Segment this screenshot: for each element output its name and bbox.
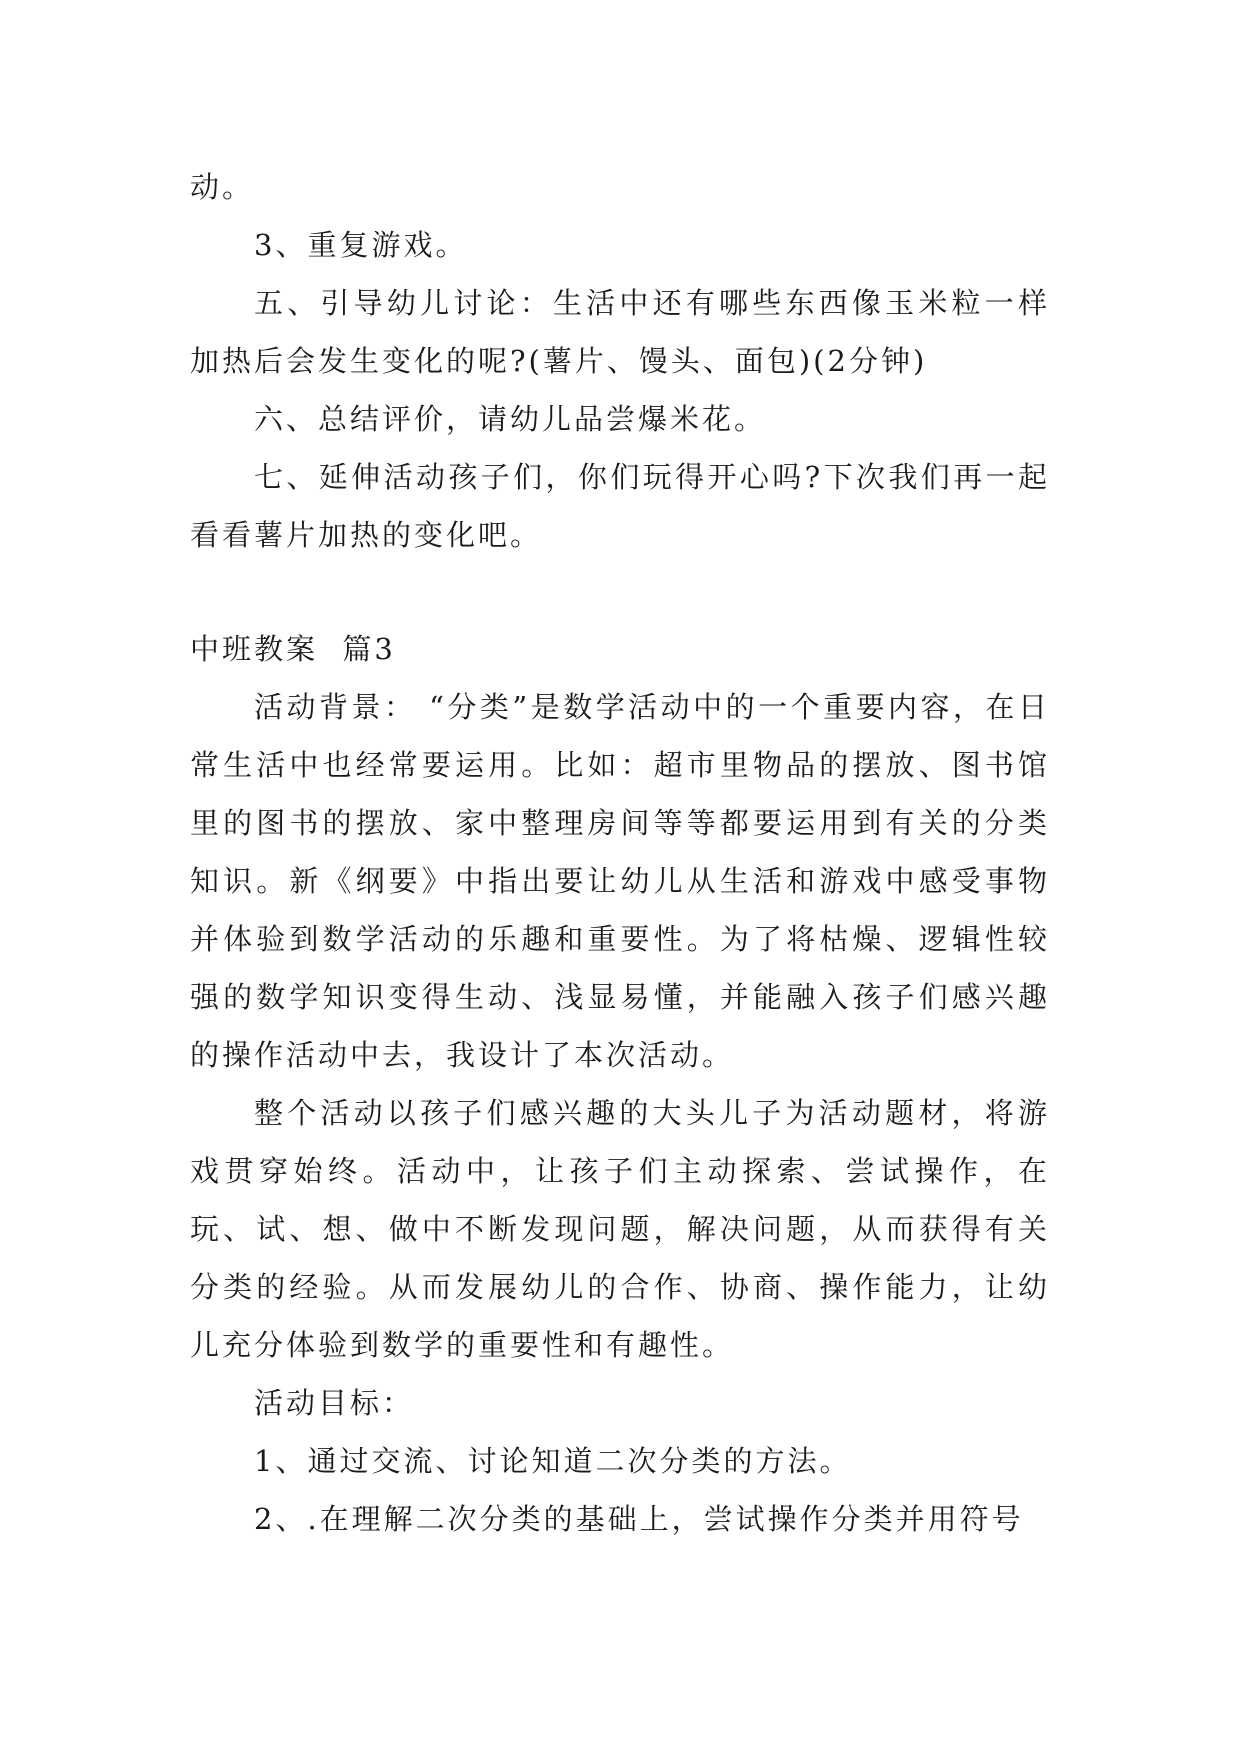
paragraph-step-3: 3、重复游戏。	[254, 228, 468, 262]
paragraph-activity-overview: 整个活动以孩子们感兴趣的大头儿子为活动题材，将游戏贯穿始终。活动中，让孩子们主动探索、尝试操作，在玩、试、想、做中不断发现问题，解决问题，从而获得有关分类的经验。从而发展幼儿的合作、协商、操作能力，让幼儿充分体验到数学的重要性和有趣性。	[190, 1096, 1050, 1362]
section-1	[190, 158, 1050, 564]
paragraph-summary: 六、总结评价，请幼儿品尝爆米花。	[254, 402, 767, 436]
paragraph-goal-1: 1、通过交流、讨论知道二次分类的方法。	[254, 1444, 852, 1478]
paragraph-goals-label: 活动目标：	[254, 1386, 415, 1420]
paragraph-goal-2: 2、.在理解二次分类的基础上，尝试操作分类并用符号	[254, 1502, 1024, 1536]
section-heading: 中班教案 篇3	[190, 632, 396, 666]
section-2	[190, 620, 1050, 1548]
paragraph-discussion: 五、引导幼儿讨论：生活中还有哪些东西像玉米粒一样加热后会发生变化的呢?(薯片、馒头、面包)(2分钟)	[190, 286, 1050, 378]
paragraph-continuation: 动。	[190, 170, 255, 204]
paragraph-background: 活动背景： “分类”是数学活动中的一个重要内容，在日常生活中也经常要运用。比如：超市里物品的摆放、图书馆里的图书的摆放、家中整理房间等等都要运用到有关的分类知识。新《纲要》中指出要让幼儿从生活和游戏中感受事物并体验到数学活动的乐趣和重要性。为了将枯燥、逻辑性较强的数学知识变得生动、浅显易懂，并能融入孩子们感兴趣的操作活动中去，我设计了本次活动。	[190, 690, 1050, 1072]
paragraph-extension: 七、延伸活动孩子们，你们玩得开心吗?下次我们再一起看看薯片加热的变化吧。	[190, 460, 1050, 552]
